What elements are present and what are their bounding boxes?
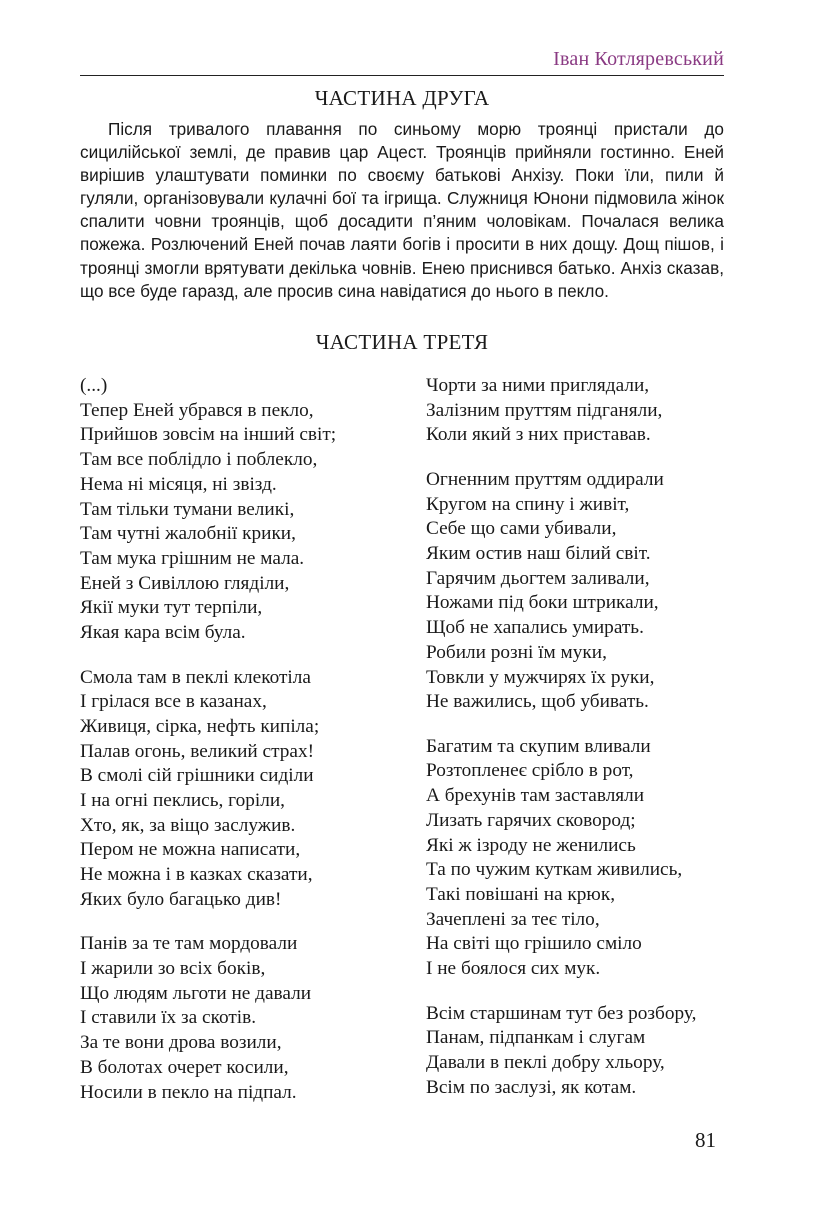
poem-line: Палав огонь, великий страх! xyxy=(80,740,315,762)
poem-line: Лизать гарячих сковород; xyxy=(426,809,636,831)
poem-line: І ставили їх за скотів. xyxy=(80,1007,257,1029)
poem-stanza xyxy=(426,1002,736,1101)
poem-line: Панам, підпанкам і слугам xyxy=(426,1027,646,1049)
poem-stanza xyxy=(80,932,410,1105)
summary-paragraph: Після тривалого плавання по синьому морю троянці пристали до сицилійської землі, де правив цар Ацест. Троянців прийняли гостинно. Еней вирішив улаштувати поминки по своєму батькові Анхізу. Поки їли, пили й гуляли, організовували кулачні бої та ігрища. Служниця Юнони підмовила жінок спалити човни троянців, щоб досадити п’яним чоловікам. Почалася велика пожежа. Розлючений Еней почав лаяти богів і просити в них дощу. Дощ пішов, і троянці змогли врятувати декілька човнів. Енею приснився батько. Анхіз сказав, що все буде гаразд, але просив сина навідатися до нього в пекло. xyxy=(80,119,724,301)
poem-line: Хто, як, за віщо заслужив. xyxy=(80,814,296,836)
poem-line: Багатим та скупим вливали xyxy=(426,735,651,757)
poem-line: Нема ні місяця, ні звізд. xyxy=(80,473,277,495)
poem-line: Тепер Еней убрався в пекло, xyxy=(80,399,314,421)
poem-line: На світі що грішило сміло xyxy=(426,933,642,955)
poem-line: Яким остив наш білий світ. xyxy=(426,543,651,565)
section-title-part-three: ЧАСТИНА ТРЕТЯ xyxy=(315,330,489,354)
poem-line: Робили розні їм муки, xyxy=(426,641,607,663)
poem-line: Коли який з них приставав. xyxy=(426,424,651,446)
poem-line: Що людям льготи не давали xyxy=(80,982,312,1004)
poem-line: Чорти за ними приглядали, xyxy=(426,375,650,396)
section-title-part-two: ЧАСТИНА ДРУГА xyxy=(314,86,490,110)
running-head: Іван Котляревський xyxy=(553,48,724,70)
poem-line: Кругом на спину і живіт, xyxy=(426,493,630,515)
poem-line: Там мука грішним не мала. xyxy=(80,547,305,569)
poem-line: Не важились, щоб убивать. xyxy=(426,691,649,713)
poem-line: Панів за те там мордовали xyxy=(80,933,298,955)
poem-left-column xyxy=(80,374,410,1125)
poem-line: Там чутні жалобнії крики, xyxy=(80,523,296,545)
poem-line: І на огні пеклись, горіли, xyxy=(80,790,285,812)
poem-line: Всім старшинам тут без розбору, xyxy=(426,1002,697,1024)
poem-line: Товкли у мужчирях їх руки, xyxy=(426,666,655,688)
summary-block xyxy=(80,118,724,303)
poem-line: Еней з Сивіллою гляділи, xyxy=(80,572,290,594)
poem-line: Залізним пруттям підганяли, xyxy=(426,399,663,421)
poem-line: А брехунів там заставляли xyxy=(426,785,645,807)
poem-line: За те вони дрова возили, xyxy=(80,1032,282,1054)
poem-line: Якая кара всім була. xyxy=(80,622,246,644)
poem-line: Пером не можна написати, xyxy=(80,839,301,861)
poem-line: Такі повішані на крюк, xyxy=(426,883,616,905)
poem-line: Там тільки тумани великі, xyxy=(80,498,295,520)
poem-stanza xyxy=(80,666,410,913)
poem-line: Давали в пеклі добру хльору, xyxy=(426,1051,665,1073)
poem-line: І жарили зо всіх боків, xyxy=(80,958,266,980)
poem-line: Яких було багацько див! xyxy=(80,888,282,910)
poem-line: Всім по заслузі, як котам. xyxy=(426,1076,637,1098)
poem-line: В болотах очерет косили, xyxy=(80,1056,289,1078)
poem-right-column xyxy=(426,374,736,1120)
poem-line: Якії муки тут терпіли, xyxy=(80,597,263,619)
poem-line: Смола там в пеклі клекотіла xyxy=(80,666,311,688)
poem-line: Зачеплені за теє тіло, xyxy=(426,908,600,930)
poem-line: В смолі сій грішники сиділи xyxy=(80,765,314,787)
header-rule xyxy=(80,75,724,76)
page-number: 81 xyxy=(695,1128,716,1152)
poem-line: Та по чужим куткам живились, xyxy=(426,859,683,881)
poem-line: Себе що сами убивали, xyxy=(426,518,617,540)
poem-line: Які ж ізроду не женились xyxy=(426,834,636,856)
poem-line: І грілася все в казанах, xyxy=(80,691,267,713)
poem-line: Носили в пекло на підпал. xyxy=(80,1081,297,1103)
poem-line: Ножами під боки штрикали, xyxy=(426,592,659,614)
poem-stanza xyxy=(426,374,736,448)
poem-line: Там все поблідло і поблекло, xyxy=(80,449,318,471)
poem-stanza xyxy=(80,374,410,646)
poem-stanza xyxy=(426,735,736,982)
poem-line: Гарячим дьогтем заливали, xyxy=(426,567,650,589)
poem-line: Розтопленеє срібло в рот, xyxy=(426,760,634,782)
poem-line: Прийшов зовсім на інший світ; xyxy=(80,424,337,446)
poem-line: І не боялося сих мук. xyxy=(426,958,601,980)
poem-line: Не можна і в казках сказати, xyxy=(80,864,313,886)
poem-line: (...) xyxy=(80,375,108,396)
poem-line: Живиця, сірка, нефть кипіла; xyxy=(80,715,320,737)
poem-line: Огненним пруттям оддирали xyxy=(426,468,664,490)
poem-line: Щоб не хапались умирать. xyxy=(426,617,644,639)
poem-stanza xyxy=(426,468,736,715)
